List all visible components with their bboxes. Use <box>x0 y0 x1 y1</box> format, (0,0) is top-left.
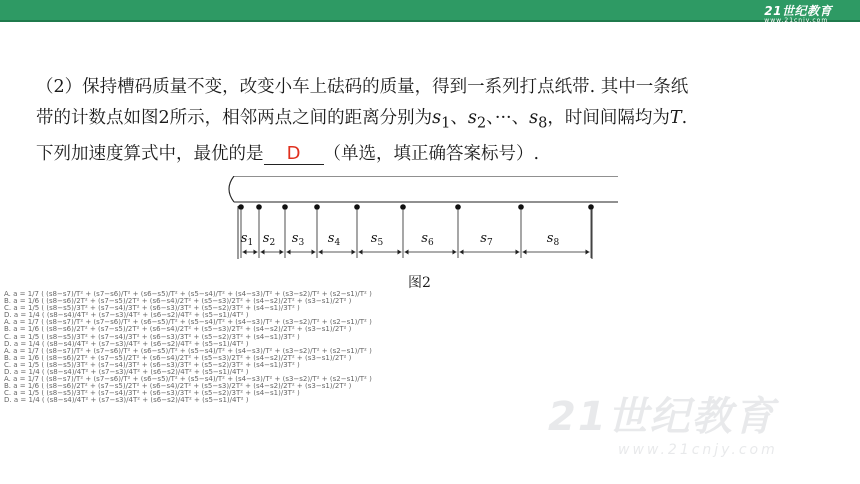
tape-dot <box>354 204 360 210</box>
question-line-3-end: （单选，填正确答案标号）. <box>323 143 540 164</box>
option-line: C. a = 1/5 ( (s8−s5)/3T² + (s7−s4)/3T² + (s6−s3)/3T² + (s5−s2)/3T² + (s4−s1)/3T² ) <box>4 305 300 313</box>
question-line-3-start: 下列加速度算式中，最优的是 <box>36 143 264 164</box>
question-line-2-start: 带的计数点如图2所示，相邻两点之间的距离分别为 <box>36 108 433 128</box>
segment-label: $s_7$ <box>480 231 493 248</box>
tape-dot <box>282 204 288 210</box>
question-line-2-end: . <box>681 108 688 128</box>
tape-marks <box>238 204 594 258</box>
header-accent-line <box>0 20 860 22</box>
site-logo[interactable] <box>764 2 832 24</box>
segment-label: $s_8$ <box>546 231 560 248</box>
paper-tape-figure <box>220 176 620 266</box>
answer-blank: D <box>264 144 324 165</box>
option-line: B. a = 1/6 ( (s8−s6)/2T² + (s7−s5)/2T² + (s6−s4)/2T² + (s5−s3)/2T² + (s4−s2)/2T² + (s3−s1)/2T² ) <box>4 383 352 391</box>
option-line: C. a = 1/5 ( (s8−s5)/3T² + (s7−s4)/3T² + (s6−s3)/3T² + (s5−s2)/3T² + (s4−s1)/3T² ) <box>4 361 300 369</box>
watermark-text: 21世纪教育 <box>548 394 776 440</box>
option-line: D. a = 1/4 ( (s8−s4)/4T² + (s7−s3)/4T² + (s6−s2)/4T² + (s5−s1)/4T² ) <box>4 369 249 377</box>
segment-label: $s_2$ <box>262 231 276 248</box>
question-line-1: （2）保持槽码质量不变，改变小车上砝码的质量，得到一系列打点纸带. 其中一条纸 <box>36 77 689 97</box>
option-line: A. a = 1/7 ( (s8−s7)/T² + (s7−s6)/T² + (s6−s5)/T² + (s5−s4)/T² + (s4−s3)/T² + (s3−s2)/T² + (s2−s1)/T² ) <box>4 291 372 298</box>
logo-text: 21世纪教育 <box>764 4 832 18</box>
option-line: D. a = 1/4 ( (s8−s4)/4T² + (s7−s3)/4T² + (s6−s2)/4T² + (s5−s1)/4T² ) <box>4 340 249 348</box>
logo-subtext: www.21cnjy.com <box>764 17 829 24</box>
tape-dot <box>588 204 594 210</box>
tape-dot <box>256 204 262 210</box>
segment-label: $s_5$ <box>370 231 384 248</box>
answer-options <box>4 291 584 405</box>
option-line: A. a = 1/7 ( (s8−s7)/T² + (s7−s6)/T² + (s6−s5)/T² + (s5−s4)/T² + (s4−s3)/T² + (s3−s2)/T² + (s2−s1)/T² ) <box>4 376 372 384</box>
segment-label: $s_1$ <box>240 231 254 248</box>
tape-dot <box>455 204 461 210</box>
option-line: C. a = 1/5 ( (s8−s5)/3T² + (s7−s4)/3T² + (s6−s3)/3T² + (s5−s2)/3T² + (s4−s1)/3T² ) <box>4 333 300 341</box>
tape-dot <box>238 204 244 210</box>
question-line-3 <box>36 139 836 170</box>
option-line: D. a = 1/4 ( (s8−s4)/4T² + (s7−s3)/4T² + (s6−s2)/4T² + (s5−s1)/4T² ) <box>4 397 249 405</box>
segment-label: $s_3$ <box>291 231 305 248</box>
tape-outline <box>229 176 618 202</box>
period-variable: T <box>669 108 682 128</box>
option-line: B. a = 1/6 ( (s8−s6)/2T² + (s7−s5)/2T² + (s6−s4)/2T² + (s5−s3)/2T² + (s4−s2)/2T² + (s3−s1)/2T² ) <box>4 354 352 362</box>
tape-dot <box>314 204 320 210</box>
watermark <box>548 385 778 458</box>
segment-label: $s_6$ <box>421 231 434 248</box>
segment-label: $s_4$ <box>327 231 341 248</box>
watermark-subtext: www.21cnjy.com <box>618 442 778 458</box>
option-line: A. a = 1/7 ( (s8−s7)/T² + (s7−s6)/T² + (s6−s5)/T² + (s5−s4)/T² + (s4−s3)/T² + (s3−s2)/T² + (s2−s1)/T² ) <box>4 319 372 327</box>
question-line-2-mid: ，时间间隔均为 <box>547 108 670 128</box>
tape-dot <box>400 204 406 210</box>
option-line: B. a = 1/6 ( (s8−s6)/2T² + (s7−s5)/2T² + (s6−s4)/2T² + (s5−s3)/2T² + (s4−s2)/2T² + (s3−s1)/2T² ) <box>4 298 352 306</box>
header-bar <box>0 0 860 22</box>
tape-dot <box>518 204 524 210</box>
option-line: C. a = 1/5 ( (s8−s5)/3T² + (s7−s4)/3T² + (s6−s3)/3T² + (s5−s2)/3T² + (s4−s1)/3T² ) <box>4 390 300 398</box>
option-line: B. a = 1/6 ( (s8−s6)/2T² + (s7−s5)/2T² + (s6−s4)/2T² + (s5−s3)/2T² + (s4−s2)/2T² + (s3−s1)/2T² ) <box>4 326 352 334</box>
option-line: A. a = 1/7 ( (s8−s7)/T² + (s7−s6)/T² + (s6−s5)/T² + (s5−s4)/T² + (s4−s3)/T² + (s3−s2)/T² + (s2−s1)/T² ) <box>4 347 372 355</box>
figure-caption: 图2 <box>408 275 431 291</box>
question-line-2: 带的计数点如图2所示，相邻两点之间的距离分别为$s_1$、$s_2$、···、$s_8$，时间间隔均为T. <box>36 108 688 132</box>
option-line: D. a = 1/4 ( (s8−s4)/4T² + (s7−s3)/4T² + (s6−s2)/4T² + (s5−s1)/4T² ) <box>4 312 249 320</box>
question-text <box>36 72 836 170</box>
